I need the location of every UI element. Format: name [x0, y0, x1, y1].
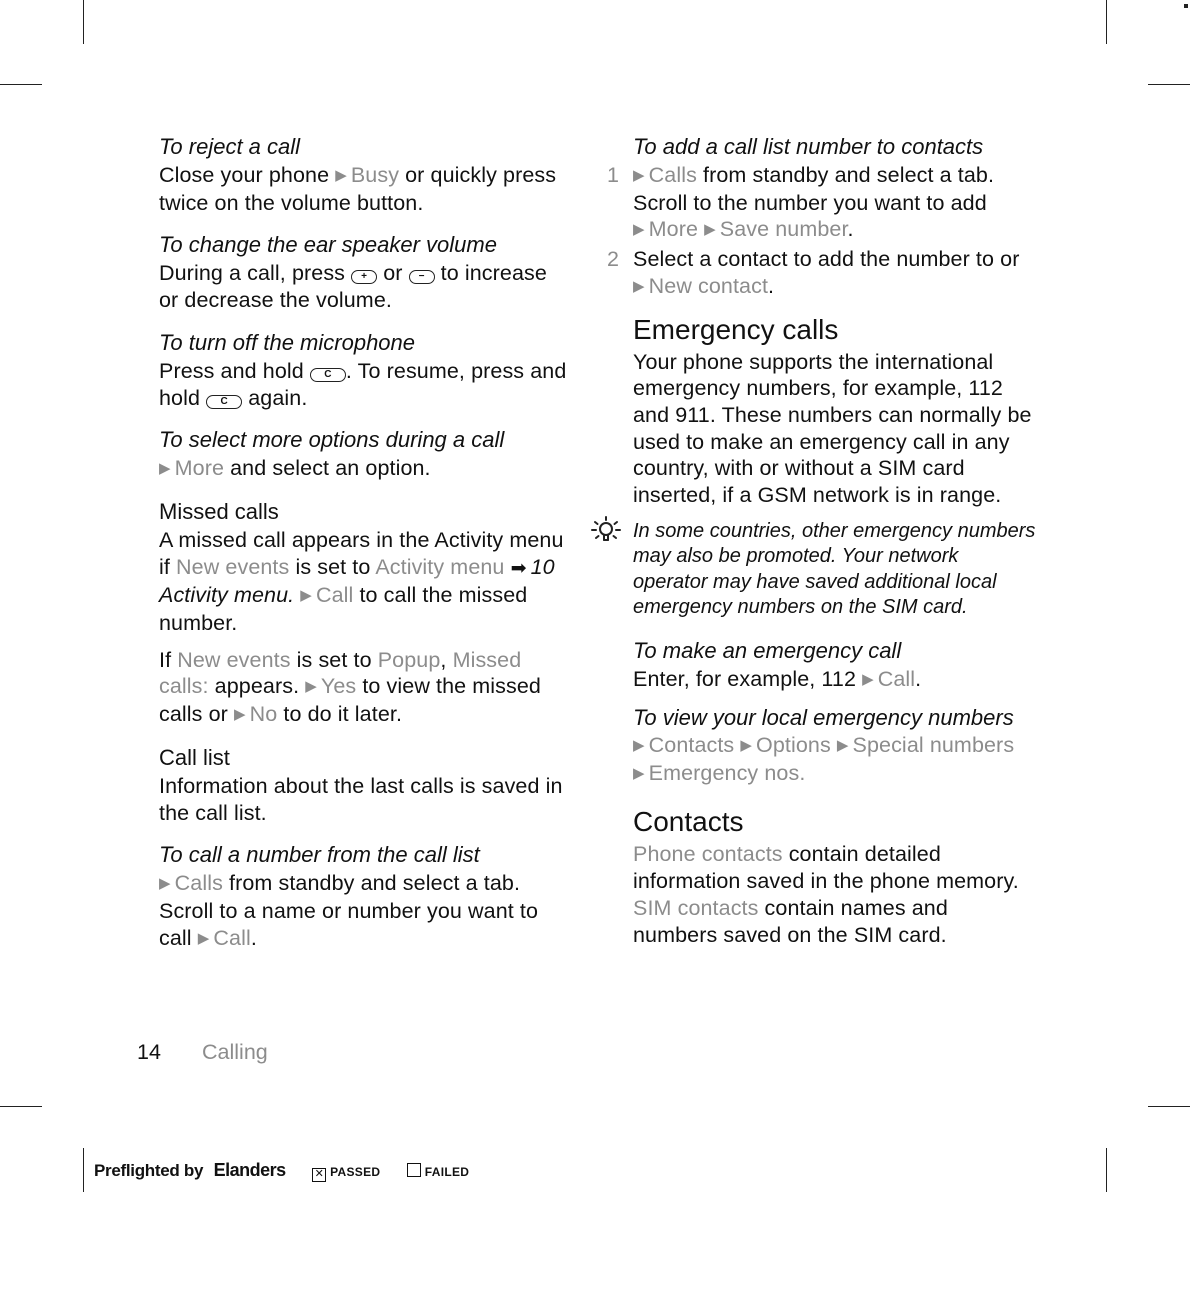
heading-ear-volume: To change the ear speaker volume: [159, 232, 497, 258]
menu-term-missed-calls: Missed calls:: [159, 647, 522, 699]
tip-note: [633, 519, 1038, 621]
crop-mark: [1148, 1106, 1190, 1107]
section-more-options: [159, 427, 569, 483]
paragraph: During a call, press + or − to increase or decrease the volume.: [159, 261, 547, 313]
lightbulb-tip-icon: [589, 515, 623, 549]
section-name: Calling: [202, 1040, 268, 1064]
page-number: 14: [137, 1040, 161, 1064]
heading-missed-calls: Missed calls: [159, 498, 279, 524]
preflight-stamp: [94, 1160, 469, 1182]
menu-term-new-events: New events: [176, 554, 290, 579]
menu-term-call: Call: [213, 925, 251, 950]
arrow-icon: ▶: [740, 737, 753, 755]
menu-term-calls: Calls: [174, 871, 223, 896]
section-view-local-numbers: [633, 706, 1038, 787]
paragraph: Select a contact to add the number to or ▶ New contact.: [633, 247, 1020, 298]
heading-microphone: To turn off the microphone: [159, 329, 416, 355]
arrow-icon: ▶: [233, 706, 246, 724]
c-key-icon: C: [310, 368, 346, 382]
crop-mark: [1106, 0, 1107, 44]
menu-term-popup: Popup: [377, 647, 441, 672]
corner-dot: [1184, 4, 1188, 8]
heading-view-local-numbers: To view your local emergency numbers: [633, 705, 1014, 731]
paragraph: A missed call appears in the Activity menu if New events is set to Activity menu ➡ 10 Activity menu. ▶ Call to call the missed number.: [159, 527, 564, 636]
menu-term-activity-menu: Activity menu: [375, 554, 505, 579]
arrow-icon: ▶: [704, 221, 716, 239]
arrow-icon: ▶: [836, 737, 849, 755]
heading-make-emergency-call: To make an emergency call: [633, 638, 902, 664]
section-add-to-contacts: [607, 134, 1038, 301]
paragraph: Your phone supports the international emergency numbers, for example, 112 and 911. These numbers can normally be used to make an emergency call in any country, with or without a SIM card inserted, if a GSM network is in range.: [633, 349, 1032, 508]
preflight-label: Preflighted by: [94, 1161, 204, 1180]
menu-term-no: No: [249, 702, 278, 727]
step-item: [607, 162, 1038, 244]
crop-mark: [1106, 1148, 1107, 1192]
arrow-icon: ▶: [633, 764, 645, 782]
arrow-icon: ▶: [862, 671, 874, 689]
arrow-icon: ▶: [633, 221, 645, 239]
section-call-from-list: [159, 842, 569, 952]
paragraph: [633, 732, 1038, 787]
crop-mark: [0, 84, 42, 85]
failed-label: FAILED: [424, 1165, 470, 1179]
heading-call-list: Call list: [159, 744, 230, 770]
menu-term-busy: Busy: [350, 163, 400, 187]
menu-term-special-numbers: Special numbers: [852, 733, 1015, 758]
section-contacts: [633, 805, 1038, 948]
paragraph: Enter, for example, 112 ▶ Call.: [633, 667, 922, 692]
paragraph: ▶ More and select an option.: [159, 456, 431, 481]
menu-term-contacts: Contacts: [648, 733, 735, 758]
crop-mark: [0, 1106, 42, 1107]
arrow-icon: ▶: [633, 277, 645, 295]
failed-checkbox-icon: [407, 1163, 421, 1177]
volume-down-key-icon: −: [409, 270, 435, 284]
elanders-logo: Elanders: [213, 1160, 286, 1180]
paragraph: Phone contacts contain detailed information saved in the phone memory. SIM contacts contain names and numbers saved on the SIM card.: [633, 842, 1019, 947]
arrow-icon: ▶: [633, 167, 645, 184]
menu-term-new-contact: New contact: [648, 273, 769, 298]
heading-contacts: Contacts: [633, 806, 744, 838]
menu-term-call: Call: [315, 583, 354, 608]
page-reference: 10 Activity menu.: [159, 554, 555, 608]
heading-add-to-contacts: To add a call list number to contacts: [633, 134, 984, 159]
heading-more-options: To select more options during a call: [159, 427, 505, 453]
section-missed-calls: [159, 499, 569, 637]
menu-term-options: Options: [756, 733, 831, 758]
paragraph: If New events is set to Popup, Missed calls: appears. ▶ Yes to view the missed calls or ▶ No to do it later.: [159, 647, 541, 727]
passed-label: PASSED: [330, 1165, 381, 1179]
arrow-icon: ▶: [159, 875, 171, 893]
menu-term-new-events: New events: [177, 647, 291, 672]
menu-term-save-number: Save number: [719, 217, 848, 242]
volume-up-key-icon: +: [351, 270, 377, 284]
crop-mark: [83, 1148, 84, 1192]
menu-term-more: More: [174, 456, 225, 481]
menu-term-sim-contacts: SIM contacts: [633, 895, 759, 920]
section-reject-call: [159, 134, 569, 216]
paragraph: Information about the last calls is saved in the call list.: [159, 773, 563, 825]
paragraph: ▶ Calls from standby and select a tab. Scroll to a name or number you want to call ▶ Call.: [159, 871, 539, 950]
menu-term-phone-contacts: Phone contacts: [633, 842, 783, 867]
paragraph: ▶ Calls from standby and select a tab. Scroll to the number you want to add ▶ More ▶ Save number.: [633, 163, 995, 242]
section-ear-volume: [159, 232, 569, 313]
arrow-icon: ▶: [633, 737, 645, 755]
arrow-icon: ▶: [335, 167, 347, 184]
arrow-icon: ▶: [305, 678, 317, 696]
tip-text: In some countries, other emergency numbers may also be promoted. Your network operator may have saved additional local emergency numbers on the SIM card.: [633, 519, 1036, 618]
crop-mark: [83, 0, 84, 44]
menu-term-more: More: [648, 217, 699, 242]
menu-term-call: Call: [877, 667, 916, 692]
menu-term-emergency-nos: Emergency nos.: [648, 760, 806, 785]
section-missed-popup: [159, 647, 569, 729]
step-number: 1: [607, 163, 619, 187]
arrow-icon: ▶: [159, 460, 171, 478]
section-microphone: [159, 330, 569, 411]
menu-term-calls: Calls: [648, 163, 697, 187]
paragraph: Close your phone ▶ Busy or quickly press twice on the volume button.: [159, 163, 557, 215]
reference-arrow-icon: ➡: [510, 557, 527, 579]
section-emergency-calls: [633, 313, 1038, 509]
passed-checkbox-icon: ✕: [312, 1168, 326, 1182]
paragraph: Press and hold C . To resume, press and hold C again.: [159, 358, 567, 410]
right-column: [607, 134, 1038, 964]
heading-call-from-list: To call a number from the call list: [159, 842, 480, 868]
heading-emergency-calls: Emergency calls: [633, 313, 839, 345]
step-number: 2: [607, 247, 619, 272]
crop-mark: [1148, 84, 1190, 85]
c-key-icon: C: [206, 395, 242, 409]
menu-term-yes: Yes: [320, 674, 357, 699]
step-item: [607, 246, 1038, 300]
arrow-icon: ▶: [300, 587, 312, 605]
section-make-emergency-call: [633, 638, 1038, 694]
heading-reject-call: To reject a call: [159, 134, 301, 159]
section-call-list: [159, 745, 569, 826]
arrow-icon: ▶: [197, 929, 210, 947]
left-column: [159, 134, 569, 968]
